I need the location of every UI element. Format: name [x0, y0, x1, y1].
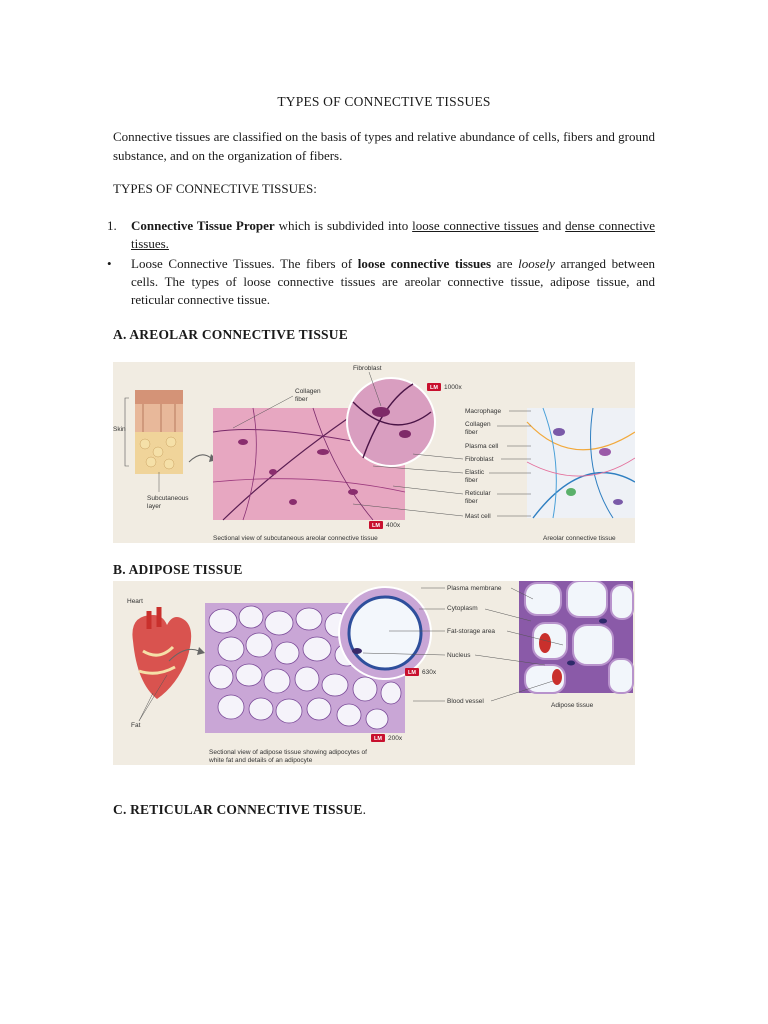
list-number: 1. — [107, 218, 117, 233]
lm-badge-200: LM — [374, 736, 382, 742]
areolar-zoom-circle — [347, 378, 435, 466]
label-elastic-1: Elastic — [465, 469, 485, 476]
list-item — [107, 255, 655, 309]
label-cytoplasm: Cytoplasm — [447, 605, 478, 612]
mag-400: 400x — [386, 522, 401, 529]
list-item-content — [131, 255, 655, 309]
section-heading-areolar: A. AREOLAR CONNECTIVE TISSUE — [113, 327, 348, 342]
list-text: are — [491, 256, 519, 271]
label-plasma-membrane: Plasma membrane — [447, 585, 502, 592]
term-bold: Connective Tissue Proper — [131, 218, 275, 233]
label-collagen-r2: fiber — [465, 429, 478, 436]
caption-areolar-left: Sectional view of subcutaneous areolar connective tissue — [213, 535, 378, 542]
list-text: arranged between cells. The types of loose connective tissues are areolar connective tissue, adipose tissue, and reticular connective tissue. — [131, 256, 655, 307]
lm-badge-400: LM — [372, 523, 380, 529]
label-elastic-2: fiber — [465, 477, 478, 484]
label-blood-vessel: Blood vessel — [447, 698, 484, 705]
lm-badge-1000: LM — [430, 385, 438, 391]
adipose-figure — [113, 581, 635, 765]
bullet: • — [107, 256, 112, 271]
underlined-term: dense connective tissues. — [131, 218, 656, 251]
types-subheading: TYPES OF CONNECTIVE TISSUES: — [113, 181, 317, 196]
intro-paragraph: Connective tissues are classified on the basis of types and relative abundance of cells, fibers and ground substance, and on the organization of fibers. — [113, 129, 655, 163]
label-collagen-fiber-1: Collagen — [295, 388, 321, 395]
section-heading-adipose: B. ADIPOSE TISSUE — [113, 562, 243, 577]
skin-block-illustration — [135, 390, 183, 474]
lm-badge-630: LM — [408, 670, 416, 676]
caption-adipose-1: Sectional view of adipose tissue showing adipocytes of — [209, 749, 367, 756]
section-heading-period: . — [362, 802, 367, 817]
label-nucleus: Nucleus — [447, 652, 471, 659]
label-collagen-r1: Collagen — [465, 421, 491, 428]
page-title: TYPES OF CONNECTIVE TISSUES — [277, 94, 491, 109]
mag-630: 630x — [422, 669, 437, 676]
section-heading-reticular-text: C. RETICULAR CONNECTIVE TISSUE — [113, 802, 363, 817]
label-adipose-tissue: Adipose tissue — [551, 702, 594, 709]
adipose-drawing — [519, 581, 633, 693]
label-fibroblast-top: Fibroblast — [353, 365, 382, 372]
label-subcutaneous-2: layer — [147, 503, 162, 510]
adipose-illustration — [113, 581, 635, 765]
caption-adipose-2: white fat and details of an adipocyte — [209, 757, 313, 764]
underlined-term: loose connective tissues — [412, 218, 539, 233]
label-subcutaneous-1: Subcutaneous — [147, 495, 189, 502]
caption-areolar-right: Areolar connective tissue — [543, 535, 616, 542]
list-item-content — [131, 217, 655, 253]
label-collagen-fiber-2: fiber — [295, 396, 308, 403]
list-item — [107, 217, 655, 253]
list-text: and — [538, 218, 566, 233]
label-plasma-cell: Plasma cell — [465, 443, 499, 450]
label-reticular-1: Reticular — [465, 490, 491, 497]
label-fat-storage: Fat-storage area — [447, 628, 496, 635]
areolar-illustration — [113, 362, 635, 543]
mag-1000: 1000x — [444, 384, 462, 391]
heart-illustration — [132, 607, 191, 699]
term-italic: loosely — [518, 256, 555, 271]
list-text: Loose Connective Tissues. The fibers of — [131, 256, 358, 271]
types-list — [107, 217, 655, 309]
label-heart: Heart — [127, 598, 143, 605]
term-bold: loose connective tissues — [357, 256, 491, 271]
label-skin: Skin — [113, 426, 126, 433]
label-macrophage: Macrophage — [465, 408, 502, 415]
label-mast-cell: Mast cell — [465, 513, 491, 520]
label-fat: Fat — [131, 722, 141, 729]
mag-200: 200x — [388, 735, 403, 742]
label-reticular-2: fiber — [465, 498, 478, 505]
label-fibroblast-right: Fibroblast — [465, 456, 494, 463]
list-text: which is subdivided into — [274, 218, 413, 233]
adipocyte-zoom-circle — [339, 587, 431, 679]
section-heading-reticular — [113, 802, 366, 818]
areolar-drawing — [527, 408, 635, 518]
areolar-figure — [113, 362, 635, 543]
